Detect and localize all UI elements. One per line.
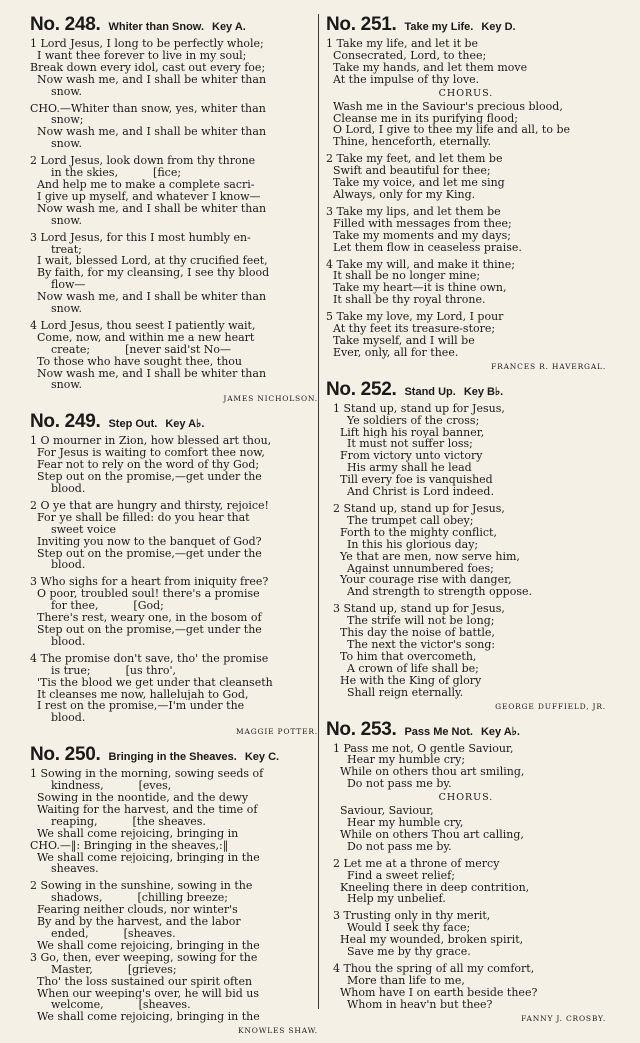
verse-line: Now wash me, and I shall be whiter than [30,73,267,86]
verse-line: Kneeling there in deep contrition, [326,881,530,894]
hymn-header [30,14,318,36]
verse-line: We shall come rejoicing, bringing in the [30,1011,260,1024]
verse-line: I rest on the promise,—I'm under the [30,700,245,713]
hymn-number: No. 248. [30,14,101,35]
hymn-verses-continued [326,858,606,1011]
verse-line: Consecrated, Lord, to thee; [326,49,487,62]
verse-line: treat; [30,243,82,256]
verse-line: To those who have sought thee, thou [30,355,242,368]
verse-line: His army shall he lead [326,462,472,475]
hymn-key: Key D. [481,21,516,33]
hymn-header [326,719,606,741]
verse-line: 2 Let me at a throne of mercy [326,857,500,870]
verse-line: Ye that are men, now serve him, [326,550,520,563]
hymn-number: No. 251. [326,14,397,35]
verse-line: Step out on the promise,—get under the [30,471,262,483]
verse-line: 3 Lord Jesus, for this I most humbly en- [30,231,251,244]
verse-line: Let them flow in ceaseless praise. [326,241,522,254]
verse-line: And help me to make a complete sacri- [30,178,255,191]
verse-line: Ever, only, all for thee. [326,346,459,359]
hymn-title: Step Out. [108,418,158,431]
chorus-lines [326,805,606,853]
verse-line: The strife will not be long; [326,615,495,628]
hymn-verses [30,435,318,724]
verse-line: We shall come rejoicing, bringing in the [30,851,260,864]
hymn-key: Key B♭. [463,385,504,398]
verse-line: Always, only for my King. [326,188,476,201]
verse-line: Come, now, and within me a new heart [30,331,255,344]
verse-line: snow. [30,214,82,227]
verse-line: It shall be thy royal throne. [326,294,486,307]
verse-line: The trumpet call obey; [326,514,474,527]
verse-line: Saviour, Saviour, [326,805,434,818]
verse-line: We shall come rejoicing, bringing in the [30,939,260,952]
verse-line: Waiting for the harvest, and the time of [30,803,258,816]
verse-line: Thine, henceforth, eternally. [326,136,491,149]
hymn-250 [30,744,318,1035]
verse-line: Forth to the mighty conflict, [326,526,497,539]
verse-line: blood. [30,559,86,572]
verse-line: There's rest, weary one, in the bosom of [30,612,262,624]
verse-line: We shall come rejoicing, bringing in [30,827,239,840]
hymn-249 [30,411,318,736]
verse-line: Hear my humble cry, [326,817,464,829]
verse-line: ended, [sheaves. [30,928,176,940]
verse-line: 3 Who sighs for a heart from iniquity free? [30,576,269,589]
verse-line: Now wash me, and I shall be whiter than [30,202,267,215]
verse-line: Your courage rise with danger, [326,574,512,587]
column-divider [318,14,319,1009]
verse-line: 5 Take my love, my Lord, I pour [326,311,504,324]
verse-line: blood. [30,712,86,725]
hymn-header [326,14,606,36]
verse-line: In this his glorious day; [326,538,479,551]
left-column [30,14,318,1043]
verse-line: A crown of life shall be; [326,662,479,675]
chorus-label: CHORUS. [438,87,494,99]
verse-line: welcome, [sheaves. [30,999,191,1012]
hymn-title: Bringing in the Sheaves. [108,751,237,764]
hymn-252 [326,379,606,711]
hymn-key: Key C. [244,751,280,764]
hymn-title: Whiter than Snow. [108,21,204,33]
hymn-key: Key A. [212,21,246,33]
verse-line: From victory unto victory [326,450,483,463]
verse-line: I want thee forever to live in my soul; [30,49,247,62]
verse-line: This day the noise of battle, [326,627,495,639]
verse-line: While on others Thou art calling, [326,828,524,841]
right-column [326,14,606,1031]
verse-line: 2 O ye that are hungry and thirsty, rejoice! [30,499,269,512]
verse-line: Heal my wounded, broken spirit, [326,934,524,947]
verse-line: Take myself, and I will be [326,334,475,347]
verse-line: 3 Go, then, ever weeping, sowing for the [30,951,258,964]
verse-line: is true; [us thro', [30,664,177,677]
verse-line: 1 Sowing in the morning, sowing seeds of [30,768,264,781]
verse-line: Help my unbelief. [326,893,446,906]
verse-line: blood. [30,635,86,648]
hymn-number: No. 250. [30,744,101,766]
verse-line: Now wash me, and I shall be whiter than [30,367,267,380]
verse-line: 3 Stand up, stand up for Jesus, [326,603,505,616]
verse-line: 4 Take my will, and make it thine; [326,258,515,271]
verse-line: And strength to strength oppose. [326,586,532,599]
hymn-header [30,411,318,433]
verse-line: Lift high his royal banner, [326,426,485,439]
verse-line: O Lord, I give to thee my life and all, to be [326,124,571,137]
verse-line: 1 Lord Jesus, I long to be perfectly whole; [30,38,264,50]
verse-line: Ye soldiers of the cross; [326,414,480,427]
verse-line: I give up myself, and whatever I know— [30,190,261,203]
hymn-header [30,744,318,766]
verse-line: 2 Sowing in the sunshine, sowing in the [30,880,253,893]
verse-line: 4 The promise don't save, tho' the promise [30,652,269,665]
verse-line: shadows, [chilling breeze; [30,892,229,905]
hymn-author: FANNY J. CROSBY. [521,1013,606,1023]
verse-line: blood. [30,483,86,495]
hymn-header [326,379,606,401]
verse-line: 1 Take my life, and let it be [326,38,479,50]
verse-line: Shall reign eternally. [326,686,464,699]
verse-line: Take my voice, and let me sing [326,177,505,189]
verse-line: 1 Pass me not, O gentle Saviour, [326,742,514,755]
hymn-number: No. 253. [326,718,397,740]
verse-line: Fearing neither clouds, nor winter's [30,904,238,917]
verse-line: Hear my humble cry; [326,754,466,767]
hymn-253 [326,719,606,1023]
verse-line: Swift and beautiful for thee; [326,165,491,178]
verse-line: Take my heart—it is thine own, [326,282,507,295]
hymn-verses [30,768,318,1023]
verse-line: Cleanse me in its purifying flood; [326,112,519,125]
verse-line: 3 Trusting only in thy merit, [326,910,491,923]
verse-line: flow— [30,279,86,292]
hymn-title: Pass Me Not. [404,725,473,738]
verse-line: 4 Thou the spring of all my comfort, [326,963,535,975]
verse-line: snow. [30,85,82,98]
verse-line: For ye shall be filled: do you hear that [30,511,250,524]
hymn-verses [326,403,606,699]
hymn-key: Key A♭. [480,725,520,738]
verse-line: Against unnumbered foes; [326,562,494,575]
verse-line: To him that overcometh, [326,650,477,663]
verse-line: More than life to me, [326,974,465,987]
hymn-number: No. 249. [30,411,101,433]
hymn-251 [326,14,606,371]
verse-line: 1 O mourner in Zion, how blessed art thou, [30,435,272,448]
hymn-key: Key A♭. [165,418,205,431]
verse-line: Do not pass me by. [326,840,452,853]
verse-line: 'Tis the blood we get under that cleanseth [30,676,273,689]
verse-line: snow; [30,114,84,127]
verse-line: He with the King of glory [326,674,482,687]
verse-line: 3 Take my lips, and let them be [326,205,501,218]
verse-line: for thee, [God; [30,600,164,613]
verse-line: I wait, blessed Lord, at thy crucified feet, [30,255,268,268]
verse-line: Break down every idol, cast out every foe; [30,61,266,74]
verse-line: Filled with messages from thee; [326,217,512,230]
verse-line: 2 Stand up, stand up for Jesus, [326,503,505,515]
verse-line: reaping, [the sheaves. [30,815,206,828]
verse-line: in the skies, [fice; [30,167,182,179]
verse-line: Tho' the loss sustained our spirit often [30,975,253,988]
verse-line: 1 Stand up, stand up for Jesus, [326,402,505,415]
verse-line: Inviting you now to the banquet of God? [30,535,262,548]
verse-line: Take my moments and my days; [326,229,511,242]
verse-line: 2 Lord Jesus, look down from thy throne [30,155,256,168]
verse-line: Take my hands, and let them move [326,61,528,74]
verse-line: It cleanses me now, hallelujah to God, [30,688,249,701]
verse-line: Whom in heav'n but thee? [326,998,493,1011]
hymn-author: JAMES NICHOLSON. [223,394,318,404]
verse-line: Till every foe is vanquished [326,474,493,487]
verse-line: sheaves. [30,863,99,876]
verse-line: Find a sweet relief; [326,869,455,882]
verse-line: snow. [30,138,82,151]
verse-line: By and by the harvest, and the labor [30,916,241,928]
verse-line: snow. [30,303,82,315]
hymn-author: MAGGIE POTTER. [236,727,318,737]
hymn-verses [30,38,318,391]
verse-line: sweet voice [30,523,117,536]
verse-line: Sowing in the noontide, and the dewy [30,792,249,804]
verse-line: O poor, troubled soul! there's a promise [30,588,260,601]
verse-line: While on others thou art smiling, [326,766,525,779]
verse-line: And Christ is Lord indeed. [326,486,494,498]
verse-line: snow. [30,379,82,392]
verse-line: kindness, [eves, [30,780,172,793]
verse-line: Step out on the promise,—get under the [30,623,262,636]
verse-line: At thy feet its treasure-store; [326,323,496,335]
verse-line: It shall be no longer mine; [326,270,481,283]
verse-line: Now wash me, and I shall be whiter than [30,291,267,304]
hymn-verses-continued [326,153,606,359]
verse-line: The next the victor's song: [326,638,496,651]
chorus-lines [326,101,606,149]
verse-line: Now wash me, and I shall be whiter than [30,126,267,139]
verse-line: create; [never said'st No— [30,343,232,356]
chorus-label: CHORUS. [438,792,494,804]
verse-line: Do not pass me by. [326,778,452,791]
verse-line: Would I seek thy face; [326,922,471,935]
verse-line: 4 Lord Jesus, thou seest I patiently wait, [30,319,256,332]
verse-line: Wash me in the Saviour's precious blood, [326,100,563,113]
verse-line: 2 Take my feet, and let them be [326,153,503,166]
verse-line: At the impulse of thy love. [326,73,480,86]
hymn-248 [30,14,318,403]
hymn-author: GEORGE DUFFIELD, JR. [495,701,606,711]
verse-line: It must not suffer loss; [326,438,473,451]
hymn-author: KNOWLES SHAW. [238,1026,318,1036]
hymn-verses [326,743,606,791]
verse-line: Master, [grieves; [30,963,177,976]
verse-line: Step out on the promise,—get under the [30,547,262,560]
verse-line: Whom have I on earth beside thee? [326,986,538,999]
verse-line: CHO.—Whiter than snow, yes, whiter than [30,102,266,115]
verse-line: By faith, for my cleansing, I see thy blood [30,267,270,280]
hymn-number: No. 252. [326,378,397,400]
verse-line: CHO.—‖: Bringing in the sheaves,:‖ [30,839,229,852]
verse-line: When our weeping's over, he will bid us [30,987,259,1000]
verse-line: Save me by thy grace. [326,946,471,958]
verse-line: For Jesus is waiting to comfort thee now, [30,447,265,460]
verse-line: Fear not to rely on the word of thy God; [30,459,260,472]
hymn-title: Stand Up. [404,385,456,398]
hymn-title: Take my Life. [404,21,474,33]
hymn-verses [326,38,606,86]
hymn-author: FRANCES R. HAVERGAL. [491,361,606,371]
